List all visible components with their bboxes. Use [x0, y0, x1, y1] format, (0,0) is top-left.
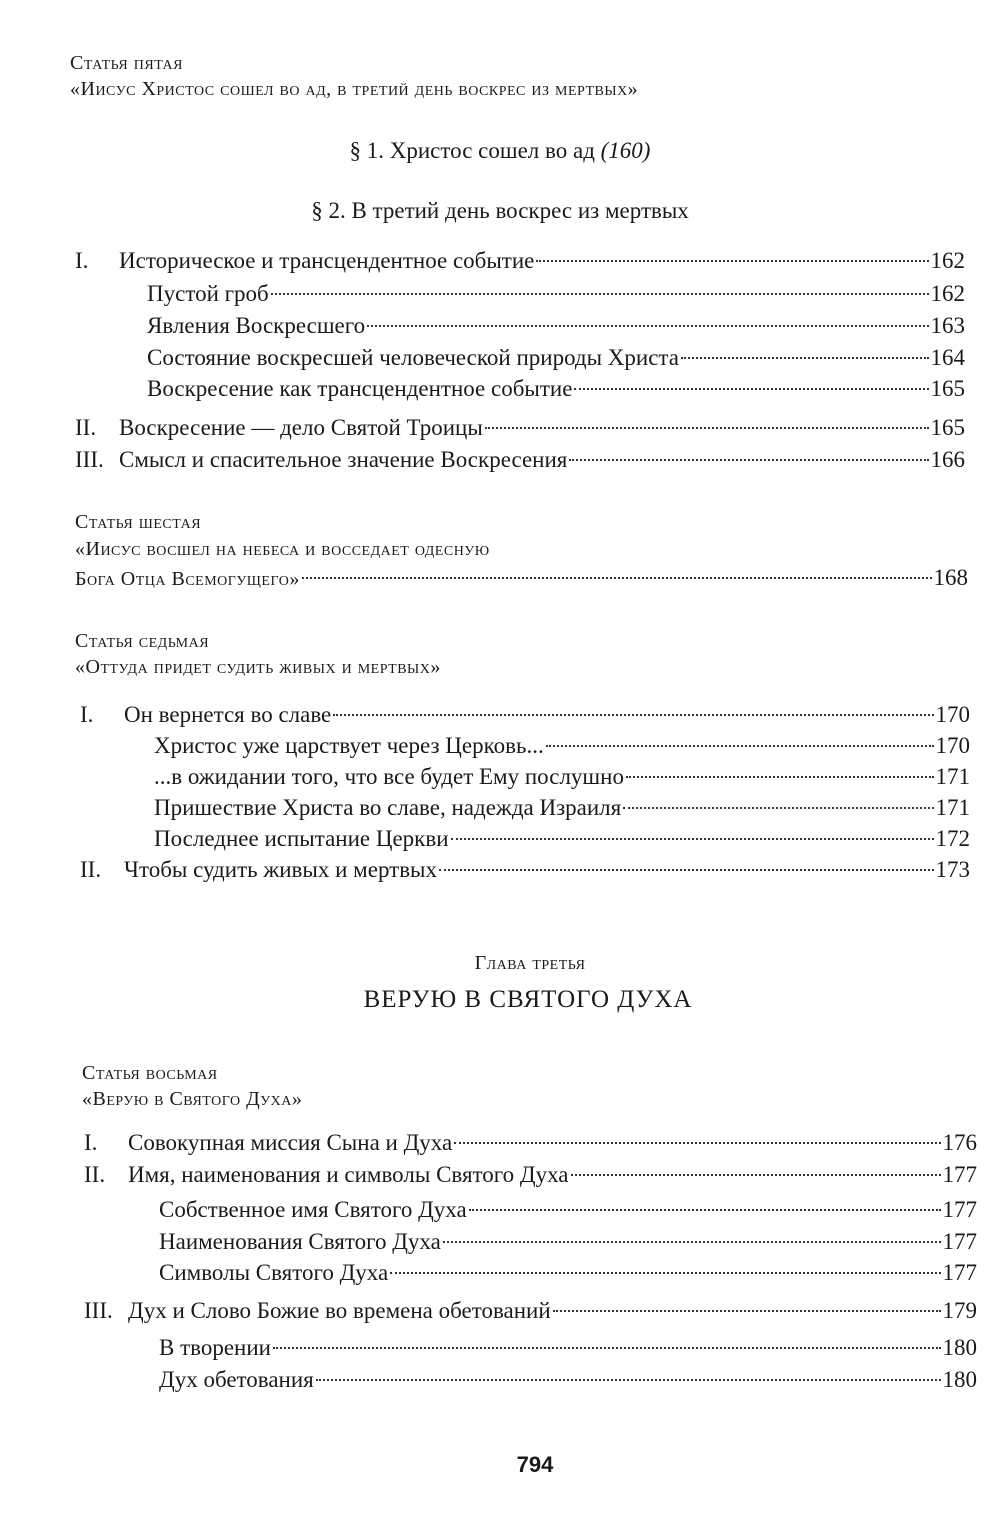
article-5-label: Статья пятая [70, 52, 184, 74]
toc-entry[interactable] [159, 1365, 977, 1395]
toc-entry[interactable] [159, 1227, 977, 1257]
entry-page: 180 [942, 1335, 977, 1360]
dot-leader [302, 577, 932, 579]
toc-entry[interactable] [147, 374, 965, 404]
chapter-label: Глава третья [474, 952, 586, 974]
entry-text: Чтобы судить живых и мертвых [124, 857, 438, 882]
entry-text: Собственное имя Святого Духа [159, 1197, 467, 1222]
toc-entry[interactable] [75, 445, 965, 475]
dot-leader [553, 1310, 941, 1312]
dot-leader [546, 745, 934, 747]
paragraph-1-heading [0, 138, 1000, 164]
article-6-title-line-1: «Иисус восшел на небеса и восседает одесную [75, 538, 490, 560]
entry-number: II. [75, 415, 97, 440]
entry-page: 166 [930, 447, 965, 472]
toc-entry[interactable] [147, 311, 965, 341]
dot-leader [271, 293, 929, 295]
entry-page: 177 [942, 1197, 977, 1222]
entry-page: 173 [935, 857, 970, 882]
entry-page: 170 [935, 733, 970, 758]
toc-entry[interactable] [147, 279, 965, 309]
entry-text: Историческое и трансцендентное событие [119, 248, 535, 273]
entry-text: Он вернется во славе [124, 702, 332, 727]
entry-page: 177 [942, 1229, 977, 1254]
entry-page: 176 [942, 1130, 977, 1155]
entry-text: Совокупная миссия Сына и Духа [128, 1130, 453, 1155]
entry-page: 170 [935, 702, 970, 727]
toc-entry[interactable] [154, 793, 970, 823]
dot-leader [571, 1174, 941, 1176]
toc-entry[interactable] [84, 1160, 977, 1190]
entry-text: Последнее испытание Церкви [154, 826, 449, 851]
article-8-title: «Верую в Святого Духа» [82, 1088, 303, 1110]
entry-page: 165 [930, 415, 965, 440]
entry-page: 171 [935, 764, 970, 789]
dot-leader [273, 1347, 941, 1349]
entry-text: Явления Воскресшего [147, 313, 366, 338]
toc-entry[interactable] [84, 1128, 977, 1158]
entry-page: 162 [930, 248, 965, 273]
page-number: 794 [516, 1452, 554, 1477]
entry-text: Дух и Слово Божие во времена обетований [128, 1298, 551, 1323]
article-5-title: «Иисус Христос сошел во ад, в третий день воскрес из мертвых» [70, 78, 639, 100]
entry-page: 165 [930, 376, 965, 401]
entry-page: 179 [942, 1298, 977, 1323]
article-6-title-line-2: Бога Отца Всемогущего» [75, 568, 300, 590]
entry-text: Пришествие Христа во славе, надежда Израиля [154, 795, 622, 820]
toc-entry[interactable] [80, 700, 970, 730]
toc-entry[interactable] [159, 1333, 977, 1363]
entry-number: I. [84, 1130, 98, 1155]
entry-number: III. [75, 447, 104, 472]
paragraph-1-text: § 1. Христос сошел во ад [349, 138, 595, 163]
entry-text: Христос уже царствует через Церковь... [154, 733, 544, 758]
dot-leader [623, 807, 933, 809]
dot-leader [316, 1379, 941, 1381]
dot-leader [574, 388, 928, 390]
dot-leader [451, 838, 934, 840]
toc-entry[interactable] [147, 343, 965, 373]
toc-entry[interactable] [154, 762, 970, 792]
article-8-label: Статья восьмая [82, 1062, 218, 1084]
entry-text: Дух обетования [159, 1367, 314, 1392]
dot-leader [367, 325, 928, 327]
toc-entry[interactable] [159, 1195, 977, 1225]
toc-entry[interactable] [154, 824, 970, 854]
entry-number: I. [75, 248, 89, 273]
entry-text: Имя, наименования и символы Святого Духа [128, 1162, 569, 1187]
entry-number: III. [84, 1298, 113, 1323]
article-7-label: Статья седьмая [75, 630, 210, 652]
dot-leader [569, 459, 928, 461]
entry-text: В творении [159, 1335, 271, 1360]
entry-number: II. [80, 857, 102, 882]
entry-page: 168 [933, 565, 968, 590]
entry-page: 162 [930, 281, 965, 306]
toc-entry[interactable] [84, 1296, 977, 1326]
article-7-title: «Оттуда придет судить живых и мертвых» [75, 656, 441, 678]
entry-text: Воскресение — дело Святой Троицы [119, 415, 483, 440]
entry-page: 180 [942, 1367, 977, 1392]
paragraph-2-heading: § 2. В третий день воскрес из мертвых [311, 198, 689, 223]
article-6-label: Статья шестая [75, 511, 202, 533]
entry-text: Смысл и спасительное значение Воскресения [119, 447, 568, 472]
entry-number: II. [84, 1162, 106, 1187]
dot-leader [485, 427, 929, 429]
entry-page: 172 [935, 826, 970, 851]
entry-text: ...в ожидании того, что все будет Ему послушно [154, 764, 624, 789]
dot-leader [469, 1209, 941, 1211]
dot-leader [443, 1241, 941, 1243]
entry-page: 171 [935, 795, 970, 820]
entry-page: 164 [930, 345, 965, 370]
toc-entry[interactable] [159, 1258, 977, 1288]
entry-page: 177 [942, 1162, 977, 1187]
dot-leader [681, 357, 929, 359]
entry-page: 163 [930, 313, 965, 338]
dot-leader [439, 869, 933, 871]
chapter-title: ВЕРУЮ В СВЯТОГО ДУХА [363, 986, 693, 1013]
paragraph-1-page: (160) [600, 138, 651, 163]
entry-text: Наименования Святого Духа [159, 1229, 441, 1254]
entry-text: Символы Святого Духа [159, 1260, 389, 1285]
dot-leader [333, 714, 933, 716]
entry-text: Воскресение как трансцендентное событие [147, 376, 573, 401]
entry-text: Состояние воскресшей человеческой природы Христа [147, 345, 679, 370]
entry-page: 177 [942, 1260, 977, 1285]
toc-entry[interactable] [80, 855, 970, 885]
toc-entry[interactable] [154, 731, 970, 761]
entry-number: I. [80, 702, 94, 727]
dot-leader [454, 1142, 940, 1144]
dot-leader [626, 776, 934, 778]
dot-leader [390, 1272, 940, 1274]
toc-entry[interactable] [75, 563, 968, 593]
toc-entry[interactable] [75, 413, 965, 443]
toc-entry[interactable] [75, 246, 965, 276]
dot-leader [536, 260, 928, 262]
entry-text: Пустой гроб [147, 281, 269, 306]
